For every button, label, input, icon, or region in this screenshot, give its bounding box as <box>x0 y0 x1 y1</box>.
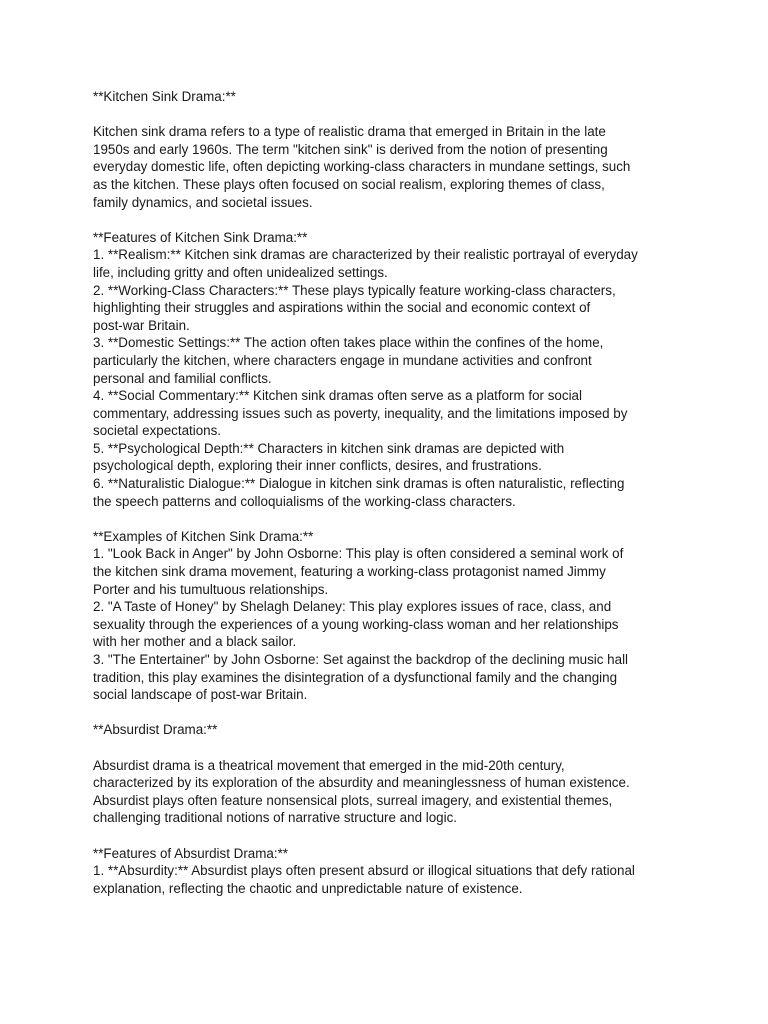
text-line: 1. **Realism:** Kitchen sink dramas are characterized by their realistic portrayal of everyday <box>93 247 638 263</box>
blank-line <box>93 739 683 757</box>
text-line: psychological depth, exploring their inner conflicts, desires, and frustrations. <box>93 458 542 474</box>
text-line: everyday domestic life, often depicting working-class characters in mundane settings, such <box>93 159 631 175</box>
text-line: 3. **Domestic Settings:** The action often takes place within the confines of the home, <box>93 335 604 351</box>
text-line: with her mother and a black sailor. <box>93 634 297 650</box>
text-line: social landscape of post-war Britain. <box>93 687 308 703</box>
text-line: 1. **Absurdity:** Absurdist plays often present absurd or illogical situations that defy rational <box>93 863 635 879</box>
text-line: 5. **Psychological Depth:** Characters in kitchen sink dramas are depicted with <box>93 440 565 456</box>
blank-line <box>93 211 683 229</box>
text-line: family dynamics, and societal issues. <box>93 194 313 210</box>
text-line: Absurdist drama is a theatrical movement that emerged in the mid-20th century, <box>93 757 565 773</box>
text-line: Absurdist plays often feature nonsensical plots, surreal imagery, and existential themes, <box>93 792 613 808</box>
section-heading: **Kitchen Sink Drama:** <box>93 89 236 104</box>
text-line: life, including gritty and often unidealized settings. <box>93 264 388 280</box>
text-line: post-war Britain. <box>93 317 190 333</box>
text-line: explanation, reflecting the chaotic and unpredictable nature of existence. <box>93 880 523 896</box>
text-line: commentary, addressing issues such as poverty, inequality, and the limitations imposed by <box>93 405 628 421</box>
text-line: 1950s and early 1960s. The term "kitchen sink" is derived from the notion of presenting <box>93 141 608 157</box>
section-heading: **Features of Absurdist Drama:** <box>93 845 288 861</box>
section-heading: **Examples of Kitchen Sink Drama:** <box>93 528 314 544</box>
text-line: highlighting their struggles and aspirations within the social and economic context of <box>93 300 591 316</box>
text-line: the kitchen sink drama movement, featuring a working-class protagonist named Jimmy <box>93 564 606 580</box>
text-line: challenging traditional notions of narrative structure and logic. <box>93 810 457 826</box>
text-line: 6. **Naturalistic Dialogue:** Dialogue in kitchen sink dramas is often naturalistic, reflecting <box>93 476 625 492</box>
text-line: 1. "Look Back in Anger" by John Osborne: This play is often considered a seminal work of <box>93 546 624 562</box>
blank-line <box>93 106 683 124</box>
text-line: 3. "The Entertainer" by John Osborne: Set against the backdrop of the declining music hall <box>93 652 629 667</box>
text-line: societal expectations. <box>93 423 222 439</box>
text-line: as the kitchen. These plays often focused on social realism, exploring themes of class, <box>93 176 605 192</box>
text-line: 2. "A Taste of Honey" by Shelagh Delaney: This play explores issues of race, class, and <box>93 599 612 615</box>
text-line: Kitchen sink drama refers to a type of realistic drama that emerged in Britain in the late <box>93 124 606 140</box>
text-line: 2. **Working-Class Characters:** These plays typically feature working-class characters, <box>93 282 616 298</box>
text-line: sexuality through the experiences of a young working-class woman and her relationships <box>93 616 619 632</box>
blank-line <box>93 510 683 528</box>
text-line: personal and familial conflicts. <box>93 370 272 386</box>
text-line: particularly the kitchen, where characters engage in mundane activities and confront <box>93 352 592 368</box>
section-heading: **Features of Kitchen Sink Drama:** <box>93 229 308 245</box>
text-line: 4. **Social Commentary:** Kitchen sink dramas often serve as a platform for social <box>93 388 582 404</box>
text-line: Porter and his tumultuous relationships. <box>93 581 329 597</box>
text-line: the speech patterns and colloquialisms of the working-class characters. <box>93 493 516 509</box>
section-heading: **Absurdist Drama:** <box>93 722 218 738</box>
document-page <box>93 88 683 897</box>
blank-line <box>93 827 683 845</box>
text-line: tradition, this play examines the disintegration of a dysfunctional family and the changing <box>93 669 618 685</box>
text-line: characterized by its exploration of the absurdity and meaninglessness of human existence. <box>93 775 630 791</box>
blank-line <box>93 704 683 722</box>
